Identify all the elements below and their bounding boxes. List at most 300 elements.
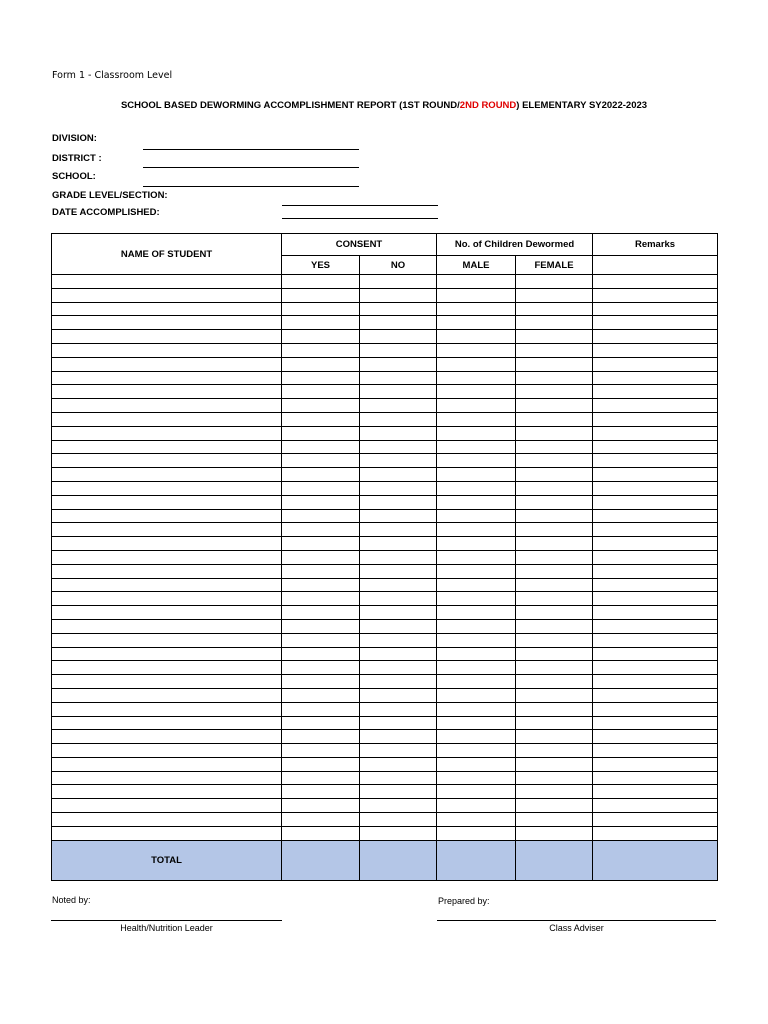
cell-male[interactable] [437, 661, 516, 675]
cell-male[interactable] [437, 688, 516, 702]
cell-female[interactable] [516, 468, 593, 482]
district-line[interactable] [143, 167, 359, 168]
cell-yes[interactable] [282, 454, 360, 468]
cell-no[interactable] [360, 302, 437, 316]
cell-remarks[interactable] [593, 799, 718, 813]
student-table [51, 233, 718, 881]
cell-remarks[interactable] [593, 550, 718, 564]
cell-remarks[interactable] [593, 495, 718, 509]
cell-remarks[interactable] [593, 316, 718, 330]
cell-female[interactable] [516, 702, 593, 716]
cell-yes[interactable] [282, 633, 360, 647]
cell-name[interactable] [52, 523, 282, 537]
cell-male[interactable] [437, 702, 516, 716]
cell-yes[interactable] [282, 675, 360, 689]
table-row [52, 826, 718, 840]
cell-female[interactable] [516, 619, 593, 633]
cell-remarks[interactable] [593, 343, 718, 357]
cell-remarks[interactable] [593, 744, 718, 758]
cell-no[interactable] [360, 537, 437, 551]
cell-yes[interactable] [282, 730, 360, 744]
cell-yes[interactable] [282, 564, 360, 578]
cell-female[interactable] [516, 771, 593, 785]
cell-female[interactable] [516, 523, 593, 537]
cell-remarks[interactable] [593, 440, 718, 454]
cell-yes[interactable] [282, 606, 360, 620]
cell-female[interactable] [516, 357, 593, 371]
cell-yes[interactable] [282, 399, 360, 413]
cell-no[interactable] [360, 288, 437, 302]
cell-no[interactable] [360, 785, 437, 799]
cell-remarks[interactable] [593, 578, 718, 592]
total-cell-no[interactable] [360, 840, 437, 880]
cell-remarks[interactable] [593, 606, 718, 620]
cell-male[interactable] [437, 813, 516, 827]
cell-no[interactable] [360, 578, 437, 592]
date-accomplished-line[interactable] [282, 218, 438, 219]
cell-yes[interactable] [282, 330, 360, 344]
cell-yes[interactable] [282, 619, 360, 633]
cell-remarks[interactable] [593, 385, 718, 399]
cell-male[interactable] [437, 399, 516, 413]
cell-female[interactable] [516, 688, 593, 702]
cell-no[interactable] [360, 385, 437, 399]
cell-female[interactable] [516, 275, 593, 289]
cell-no[interactable] [360, 744, 437, 758]
cell-name[interactable] [52, 785, 282, 799]
table-row [52, 688, 718, 702]
cell-no[interactable] [360, 661, 437, 675]
cell-name[interactable] [52, 412, 282, 426]
cell-yes[interactable] [282, 357, 360, 371]
table-row [52, 785, 718, 799]
cell-female[interactable] [516, 550, 593, 564]
cell-name[interactable] [52, 592, 282, 606]
cell-female[interactable] [516, 730, 593, 744]
cell-remarks[interactable] [593, 412, 718, 426]
cell-male[interactable] [437, 495, 516, 509]
cell-yes[interactable] [282, 412, 360, 426]
cell-female[interactable] [516, 316, 593, 330]
cell-male[interactable] [437, 330, 516, 344]
cell-male[interactable] [437, 675, 516, 689]
cell-remarks[interactable] [593, 757, 718, 771]
cell-female[interactable] [516, 330, 593, 344]
cell-male[interactable] [437, 468, 516, 482]
cell-female[interactable] [516, 799, 593, 813]
cell-no[interactable] [360, 357, 437, 371]
cell-no[interactable] [360, 826, 437, 840]
cell-name[interactable] [52, 509, 282, 523]
cell-female[interactable] [516, 454, 593, 468]
cell-remarks[interactable] [593, 771, 718, 785]
cell-name[interactable] [52, 675, 282, 689]
cell-female[interactable] [516, 440, 593, 454]
header-consent: CONSENT [282, 234, 437, 256]
table-row [52, 744, 718, 758]
cell-yes[interactable] [282, 523, 360, 537]
cell-female[interactable] [516, 288, 593, 302]
cell-female[interactable] [516, 509, 593, 523]
header-name-of-student: NAME OF STUDENT [52, 234, 282, 275]
cell-name[interactable] [52, 771, 282, 785]
cell-yes[interactable] [282, 716, 360, 730]
total-cell-male[interactable] [437, 840, 516, 880]
cell-female[interactable] [516, 578, 593, 592]
cell-male[interactable] [437, 606, 516, 620]
title-part-1: SCHOOL BASED DEWORMING ACCOMPLISHMENT REPORT (1ST ROUND/ [120, 100, 460, 111]
cell-no[interactable] [360, 440, 437, 454]
cell-female[interactable] [516, 564, 593, 578]
cell-male[interactable] [437, 523, 516, 537]
cell-male[interactable] [437, 757, 516, 771]
cell-name[interactable] [52, 302, 282, 316]
cell-no[interactable] [360, 757, 437, 771]
cell-name[interactable] [52, 371, 282, 385]
cell-remarks[interactable] [593, 813, 718, 827]
cell-no[interactable] [360, 316, 437, 330]
cell-remarks[interactable] [593, 302, 718, 316]
cell-female[interactable] [516, 399, 593, 413]
cell-yes[interactable] [282, 688, 360, 702]
cell-remarks[interactable] [593, 399, 718, 413]
cell-female[interactable] [516, 675, 593, 689]
total-cell-female[interactable] [516, 840, 593, 880]
cell-yes[interactable] [282, 288, 360, 302]
table-row [52, 592, 718, 606]
header-dewormed: No. of Children Dewormed [437, 234, 593, 256]
cell-yes[interactable] [282, 757, 360, 771]
cell-remarks[interactable] [593, 454, 718, 468]
title-highlight: 2ND ROUND [459, 100, 517, 111]
cell-remarks[interactable] [593, 592, 718, 606]
cell-yes[interactable] [282, 371, 360, 385]
cell-no[interactable] [360, 412, 437, 426]
cell-no[interactable] [360, 771, 437, 785]
cell-remarks[interactable] [593, 275, 718, 289]
cell-male[interactable] [437, 288, 516, 302]
cell-name[interactable] [52, 426, 282, 440]
cell-name[interactable] [52, 757, 282, 771]
cell-no[interactable] [360, 468, 437, 482]
cell-male[interactable] [437, 550, 516, 564]
title-part-2: ) ELEMENTARY SY2022-2023 [516, 100, 648, 111]
cell-name[interactable] [52, 537, 282, 551]
cell-remarks[interactable] [593, 633, 718, 647]
cell-male[interactable] [437, 647, 516, 661]
total-cell-yes[interactable] [282, 840, 360, 880]
table-row [52, 426, 718, 440]
cell-yes[interactable] [282, 744, 360, 758]
cell-yes[interactable] [282, 481, 360, 495]
cell-female[interactable] [516, 716, 593, 730]
cell-name[interactable] [52, 275, 282, 289]
prepared-by-label: Prepared by: [438, 896, 490, 906]
cell-yes[interactable] [282, 426, 360, 440]
cell-female[interactable] [516, 343, 593, 357]
cell-remarks[interactable] [593, 826, 718, 840]
cell-female[interactable] [516, 633, 593, 647]
cell-name[interactable] [52, 813, 282, 827]
cell-remarks[interactable] [593, 288, 718, 302]
cell-no[interactable] [360, 275, 437, 289]
cell-name[interactable] [52, 744, 282, 758]
cell-male[interactable] [437, 481, 516, 495]
cell-male[interactable] [437, 619, 516, 633]
cell-yes[interactable] [282, 826, 360, 840]
cell-yes[interactable] [282, 302, 360, 316]
cell-male[interactable] [437, 633, 516, 647]
cell-yes[interactable] [282, 578, 360, 592]
cell-remarks[interactable] [593, 468, 718, 482]
cell-male[interactable] [437, 454, 516, 468]
table-row [52, 564, 718, 578]
cell-female[interactable] [516, 371, 593, 385]
cell-male[interactable] [437, 592, 516, 606]
cell-no[interactable] [360, 399, 437, 413]
cell-name[interactable] [52, 316, 282, 330]
cell-remarks[interactable] [593, 730, 718, 744]
cell-yes[interactable] [282, 647, 360, 661]
form-label: Form 1 - Classroom Level [52, 70, 173, 81]
cell-name[interactable] [52, 688, 282, 702]
table-row [52, 481, 718, 495]
grade-level-label: GRADE LEVEL/SECTION: [52, 190, 168, 201]
cell-no[interactable] [360, 702, 437, 716]
cell-remarks[interactable] [593, 523, 718, 537]
table-row [52, 288, 718, 302]
cell-name[interactable] [52, 330, 282, 344]
cell-no[interactable] [360, 799, 437, 813]
cell-male[interactable] [437, 302, 516, 316]
division-line[interactable] [143, 149, 359, 150]
cell-male[interactable] [437, 799, 516, 813]
cell-female[interactable] [516, 481, 593, 495]
table-row [52, 343, 718, 357]
cell-name[interactable] [52, 343, 282, 357]
cell-no[interactable] [360, 426, 437, 440]
cell-no[interactable] [360, 619, 437, 633]
header-female: FEMALE [516, 256, 593, 275]
cell-remarks[interactable] [593, 426, 718, 440]
cell-no[interactable] [360, 371, 437, 385]
table-row [52, 757, 718, 771]
cell-female[interactable] [516, 785, 593, 799]
noted-role: Health/Nutrition Leader [120, 923, 213, 933]
cell-male[interactable] [437, 578, 516, 592]
cell-remarks[interactable] [593, 481, 718, 495]
cell-no[interactable] [360, 633, 437, 647]
grade-level-line[interactable] [282, 205, 438, 206]
cell-name[interactable] [52, 550, 282, 564]
total-cell-remarks[interactable] [593, 840, 718, 880]
cell-male[interactable] [437, 716, 516, 730]
table-row [52, 675, 718, 689]
cell-remarks[interactable] [593, 661, 718, 675]
cell-no[interactable] [360, 716, 437, 730]
cell-name[interactable] [52, 702, 282, 716]
cell-female[interactable] [516, 412, 593, 426]
cell-name[interactable] [52, 440, 282, 454]
table-row [52, 302, 718, 316]
table-row [52, 454, 718, 468]
cell-name[interactable] [52, 399, 282, 413]
cell-remarks[interactable] [593, 564, 718, 578]
cell-yes[interactable] [282, 385, 360, 399]
cell-remarks[interactable] [593, 716, 718, 730]
cell-name[interactable] [52, 647, 282, 661]
noted-signature-line[interactable] [51, 920, 282, 921]
cell-remarks[interactable] [593, 330, 718, 344]
cell-female[interactable] [516, 302, 593, 316]
cell-name[interactable] [52, 730, 282, 744]
cell-female[interactable] [516, 537, 593, 551]
cell-no[interactable] [360, 647, 437, 661]
cell-male[interactable] [437, 357, 516, 371]
cell-remarks[interactable] [593, 537, 718, 551]
cell-female[interactable] [516, 757, 593, 771]
cell-female[interactable] [516, 495, 593, 509]
cell-no[interactable] [360, 813, 437, 827]
cell-yes[interactable] [282, 813, 360, 827]
cell-female[interactable] [516, 813, 593, 827]
table-row [52, 537, 718, 551]
cell-no[interactable] [360, 495, 437, 509]
cell-remarks[interactable] [593, 785, 718, 799]
cell-yes[interactable] [282, 509, 360, 523]
cell-name[interactable] [52, 826, 282, 840]
cell-no[interactable] [360, 330, 437, 344]
cell-remarks[interactable] [593, 619, 718, 633]
total-label: TOTAL [52, 840, 282, 880]
cell-name[interactable] [52, 481, 282, 495]
cell-male[interactable] [437, 440, 516, 454]
cell-yes[interactable] [282, 275, 360, 289]
cell-female[interactable] [516, 744, 593, 758]
cell-male[interactable] [437, 371, 516, 385]
table-row [52, 578, 718, 592]
cell-male[interactable] [437, 275, 516, 289]
cell-name[interactable] [52, 288, 282, 302]
cell-male[interactable] [437, 537, 516, 551]
table-row [52, 468, 718, 482]
cell-male[interactable] [437, 744, 516, 758]
cell-yes[interactable] [282, 702, 360, 716]
cell-name[interactable] [52, 716, 282, 730]
school-line[interactable] [143, 186, 359, 187]
cell-yes[interactable] [282, 550, 360, 564]
cell-male[interactable] [437, 826, 516, 840]
cell-name[interactable] [52, 661, 282, 675]
table-row [52, 730, 718, 744]
cell-male[interactable] [437, 509, 516, 523]
cell-female[interactable] [516, 661, 593, 675]
cell-male[interactable] [437, 316, 516, 330]
cell-name[interactable] [52, 633, 282, 647]
table-row [52, 399, 718, 413]
cell-male[interactable] [437, 771, 516, 785]
cell-yes[interactable] [282, 785, 360, 799]
cell-yes[interactable] [282, 440, 360, 454]
cell-name[interactable] [52, 564, 282, 578]
cell-male[interactable] [437, 343, 516, 357]
cell-no[interactable] [360, 675, 437, 689]
cell-remarks[interactable] [593, 357, 718, 371]
cell-name[interactable] [52, 468, 282, 482]
cell-yes[interactable] [282, 799, 360, 813]
cell-no[interactable] [360, 730, 437, 744]
table-row [52, 316, 718, 330]
cell-female[interactable] [516, 647, 593, 661]
cell-name[interactable] [52, 799, 282, 813]
table-row [52, 509, 718, 523]
header-no: NO [360, 256, 437, 275]
cell-male[interactable] [437, 730, 516, 744]
table-row [52, 702, 718, 716]
table-row [52, 330, 718, 344]
cell-male[interactable] [437, 385, 516, 399]
table-row [52, 440, 718, 454]
cell-remarks[interactable] [593, 647, 718, 661]
cell-yes[interactable] [282, 661, 360, 675]
cell-name[interactable] [52, 578, 282, 592]
cell-no[interactable] [360, 606, 437, 620]
cell-no[interactable] [360, 592, 437, 606]
cell-remarks[interactable] [593, 371, 718, 385]
cell-no[interactable] [360, 523, 437, 537]
cell-yes[interactable] [282, 343, 360, 357]
noted-by-label: Noted by: [52, 895, 91, 905]
cell-no[interactable] [360, 564, 437, 578]
cell-male[interactable] [437, 412, 516, 426]
cell-no[interactable] [360, 688, 437, 702]
table-row [52, 606, 718, 620]
cell-female[interactable] [516, 426, 593, 440]
cell-no[interactable] [360, 343, 437, 357]
cell-yes[interactable] [282, 468, 360, 482]
cell-yes[interactable] [282, 771, 360, 785]
cell-male[interactable] [437, 785, 516, 799]
cell-yes[interactable] [282, 592, 360, 606]
prepared-signature-line[interactable] [437, 920, 716, 921]
cell-no[interactable] [360, 454, 437, 468]
cell-no[interactable] [360, 509, 437, 523]
cell-name[interactable] [52, 357, 282, 371]
cell-name[interactable] [52, 495, 282, 509]
cell-no[interactable] [360, 550, 437, 564]
cell-remarks[interactable] [593, 675, 718, 689]
cell-name[interactable] [52, 606, 282, 620]
cell-yes[interactable] [282, 316, 360, 330]
table-row [52, 661, 718, 675]
cell-remarks[interactable] [593, 688, 718, 702]
cell-female[interactable] [516, 606, 593, 620]
cell-yes[interactable] [282, 537, 360, 551]
cell-male[interactable] [437, 426, 516, 440]
cell-male[interactable] [437, 564, 516, 578]
cell-name[interactable] [52, 454, 282, 468]
cell-female[interactable] [516, 592, 593, 606]
cell-female[interactable] [516, 385, 593, 399]
cell-no[interactable] [360, 481, 437, 495]
cell-name[interactable] [52, 385, 282, 399]
cell-remarks[interactable] [593, 509, 718, 523]
school-label: SCHOOL: [52, 171, 96, 182]
cell-female[interactable] [516, 826, 593, 840]
cell-name[interactable] [52, 619, 282, 633]
cell-remarks[interactable] [593, 702, 718, 716]
cell-yes[interactable] [282, 495, 360, 509]
